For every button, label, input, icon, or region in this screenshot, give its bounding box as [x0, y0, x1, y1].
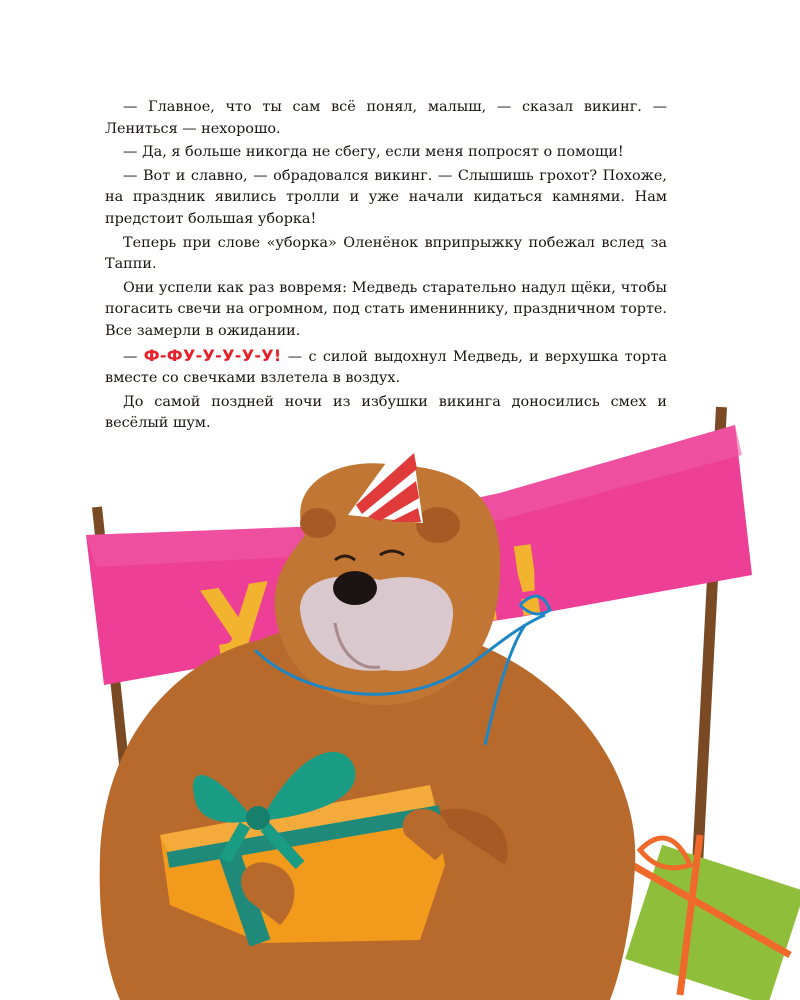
- story-text: [105, 97, 667, 437]
- paragraph: Теперь при слове «уборка» Оленёнок вприпрыжку побежал вслед за Таппи.: [105, 234, 667, 273]
- paragraph: До самой поздней ночи из избушки викинга доносились смех и весёлый шум.: [105, 393, 667, 432]
- paragraph: — Главное, что ты сам всё понял, малыш, — сказал викинг. — Лениться — нехорошо.: [105, 99, 667, 137]
- shout-rest: — с силой выдохнул Медведь, и верхушка торта вместе со свечками взлетела в воздух.: [105, 348, 668, 387]
- paragraph-shout: [105, 345, 667, 390]
- bear-birthday-illustration: [0, 395, 800, 1000]
- paragraph: — Вот и славно, — обрадовался викинг. — Слышишь грохот? Похоже, на праздник явились тролли и уже начали кидаться камнями. Нам предстоит большая уборка!: [105, 167, 667, 227]
- paragraph: Они успели как раз вовремя: Медведь старательно надул щёки, чтобы погасить свечи на огромном, под стать имениннику, праздничном торте. Все замерли в ожидании.: [105, 279, 667, 339]
- green-gift-icon: [625, 835, 800, 1000]
- shout-text: Ф-ФУ-У-У-У-У!: [143, 345, 282, 365]
- shout-dash: —: [123, 348, 144, 365]
- paragraph: — Да, я больше никогда не сбегу, если меня попросят о помощи!: [123, 144, 624, 161]
